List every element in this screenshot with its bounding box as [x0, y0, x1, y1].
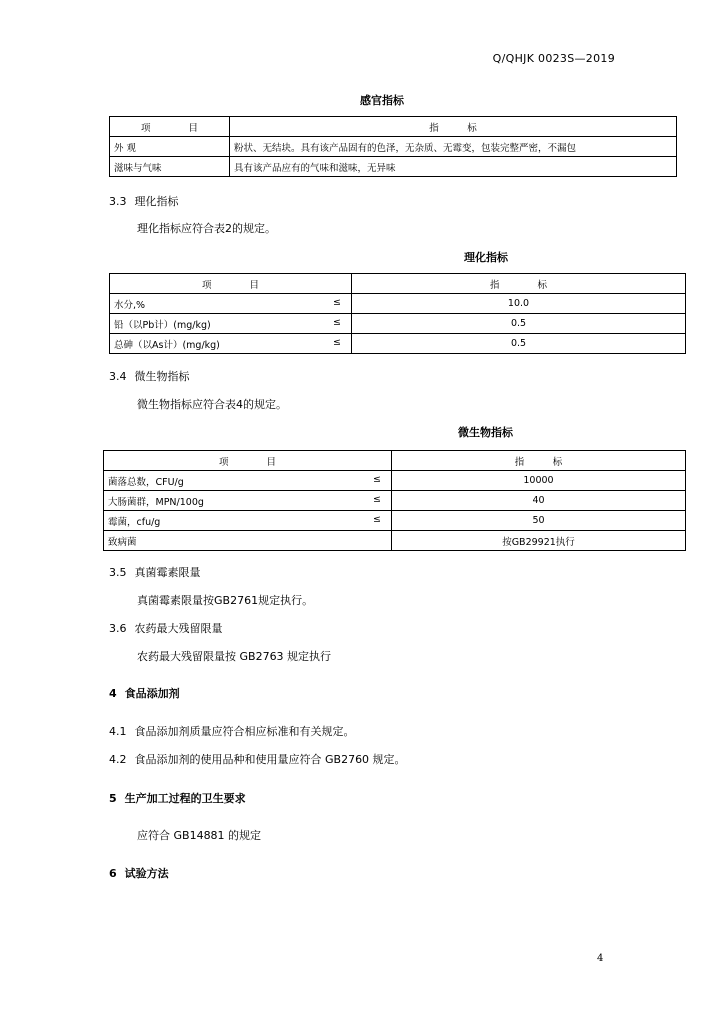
row-value: 50 — [392, 511, 686, 531]
item-text: 水分,% — [114, 299, 146, 311]
table-row — [104, 491, 686, 511]
section-title: 生产加工过程的卫生要求 — [124, 792, 246, 805]
section-paragraph: 真菌霉素限量按GB2761规定执行。 — [137, 594, 314, 607]
row-value: 10.0 — [352, 294, 686, 314]
section-heading-3-6 — [109, 620, 223, 636]
le-symbol: ≤ — [373, 473, 381, 485]
table-row — [110, 294, 686, 314]
table-row — [104, 531, 686, 551]
table-row — [104, 471, 686, 491]
sensory-table-caption: 感官指标 — [360, 94, 404, 107]
document-code: Q/QHJK 0023S—2019 — [492, 52, 615, 65]
le-symbol: ≤ — [333, 296, 341, 308]
clause-4-2 — [109, 751, 406, 767]
table-header-row — [104, 451, 686, 471]
table-row — [110, 157, 677, 177]
physchem-table — [109, 273, 686, 354]
section-number: 3.4 — [109, 370, 127, 383]
section-heading-3-3 — [109, 193, 179, 209]
row-value: 0.5 — [352, 334, 686, 354]
section-heading-6 — [109, 865, 169, 881]
row-item — [104, 491, 392, 511]
section-title: 真菌霉素限量 — [134, 566, 201, 579]
section-title: 微生物指标 — [134, 370, 190, 383]
section-paragraph: 理化指标应符合表2的规定。 — [137, 222, 276, 235]
section-heading-4 — [109, 685, 180, 701]
row-value: 按GB29921执行 — [392, 531, 686, 551]
section-paragraph: 应符合 GB14881 的规定 — [137, 829, 262, 842]
section-title: 食品添加剂 — [124, 687, 180, 700]
header-item: 项 目 — [104, 451, 392, 471]
row-value: 10000 — [392, 471, 686, 491]
physchem-table-caption: 理化指标 — [464, 251, 508, 264]
row-item: 滋味与气味 — [110, 157, 230, 177]
micro-table — [103, 450, 686, 551]
section-number: 3.3 — [109, 195, 127, 208]
section-paragraph: 农药最大残留限量按 GB2763 规定执行 — [137, 650, 332, 663]
item-text: 总砷（以As计）(mg/kg) — [114, 339, 220, 351]
row-item — [110, 314, 352, 334]
item-text: 致病菌 — [108, 536, 137, 548]
table-row — [110, 314, 686, 334]
row-value: 0.5 — [352, 314, 686, 334]
le-symbol: ≤ — [333, 336, 341, 348]
table-row — [104, 511, 686, 531]
clause-4-1 — [109, 723, 355, 739]
header-item: 项 目 — [110, 274, 352, 294]
section-number: 5 — [109, 792, 117, 805]
item-text: 铅（以Pb计）(mg/kg) — [114, 319, 211, 331]
header-index: 指 标 — [230, 117, 677, 137]
clause-number: 4.1 — [109, 725, 127, 738]
micro-table-caption: 微生物指标 — [458, 426, 513, 439]
header-index: 指 标 — [352, 274, 686, 294]
section-heading-3-4 — [109, 368, 190, 384]
header-item: 项 目 — [110, 117, 230, 137]
section-heading-3-5 — [109, 564, 201, 580]
le-symbol: ≤ — [333, 316, 341, 328]
le-symbol: ≤ — [373, 493, 381, 505]
section-heading-5 — [109, 790, 246, 806]
section-number: 6 — [109, 867, 117, 880]
table-header-row — [110, 117, 677, 137]
item-text: 霉菌，cfu/g — [108, 516, 161, 528]
le-symbol: ≤ — [373, 513, 381, 525]
item-text: 大肠菌群，MPN/100g — [108, 496, 204, 508]
clause-text: 食品添加剂的使用品种和使用量应符合 GB2760 规定。 — [134, 753, 406, 766]
row-value: 40 — [392, 491, 686, 511]
item-text: 菌落总数，CFU/g — [108, 476, 184, 488]
row-item — [104, 471, 392, 491]
section-paragraph: 微生物指标应符合表4的规定。 — [137, 398, 287, 411]
row-item — [104, 531, 392, 551]
section-title: 农药最大残留限量 — [134, 622, 223, 635]
table-row — [110, 334, 686, 354]
row-item: 外 观 — [110, 137, 230, 157]
header-index: 指 标 — [392, 451, 686, 471]
row-index: 粉状、无结块。具有该产品固有的色泽，无杂质、无霉变，包装完整严密，不漏包 — [230, 137, 677, 157]
section-title: 试验方法 — [124, 867, 169, 880]
section-number: 4 — [109, 687, 117, 700]
row-item — [104, 511, 392, 531]
clause-text: 食品添加剂质量应符合相应标准和有关规定。 — [134, 725, 355, 738]
page-number: 4 — [597, 953, 604, 964]
row-item — [110, 334, 352, 354]
section-number: 3.5 — [109, 566, 127, 579]
row-index: 具有该产品应有的气味和滋味，无异味 — [230, 157, 677, 177]
table-header-row — [110, 274, 686, 294]
section-number: 3.6 — [109, 622, 127, 635]
section-title: 理化指标 — [134, 195, 179, 208]
table-row — [110, 137, 677, 157]
clause-number: 4.2 — [109, 753, 127, 766]
sensory-table — [109, 116, 677, 177]
row-item — [110, 294, 352, 314]
